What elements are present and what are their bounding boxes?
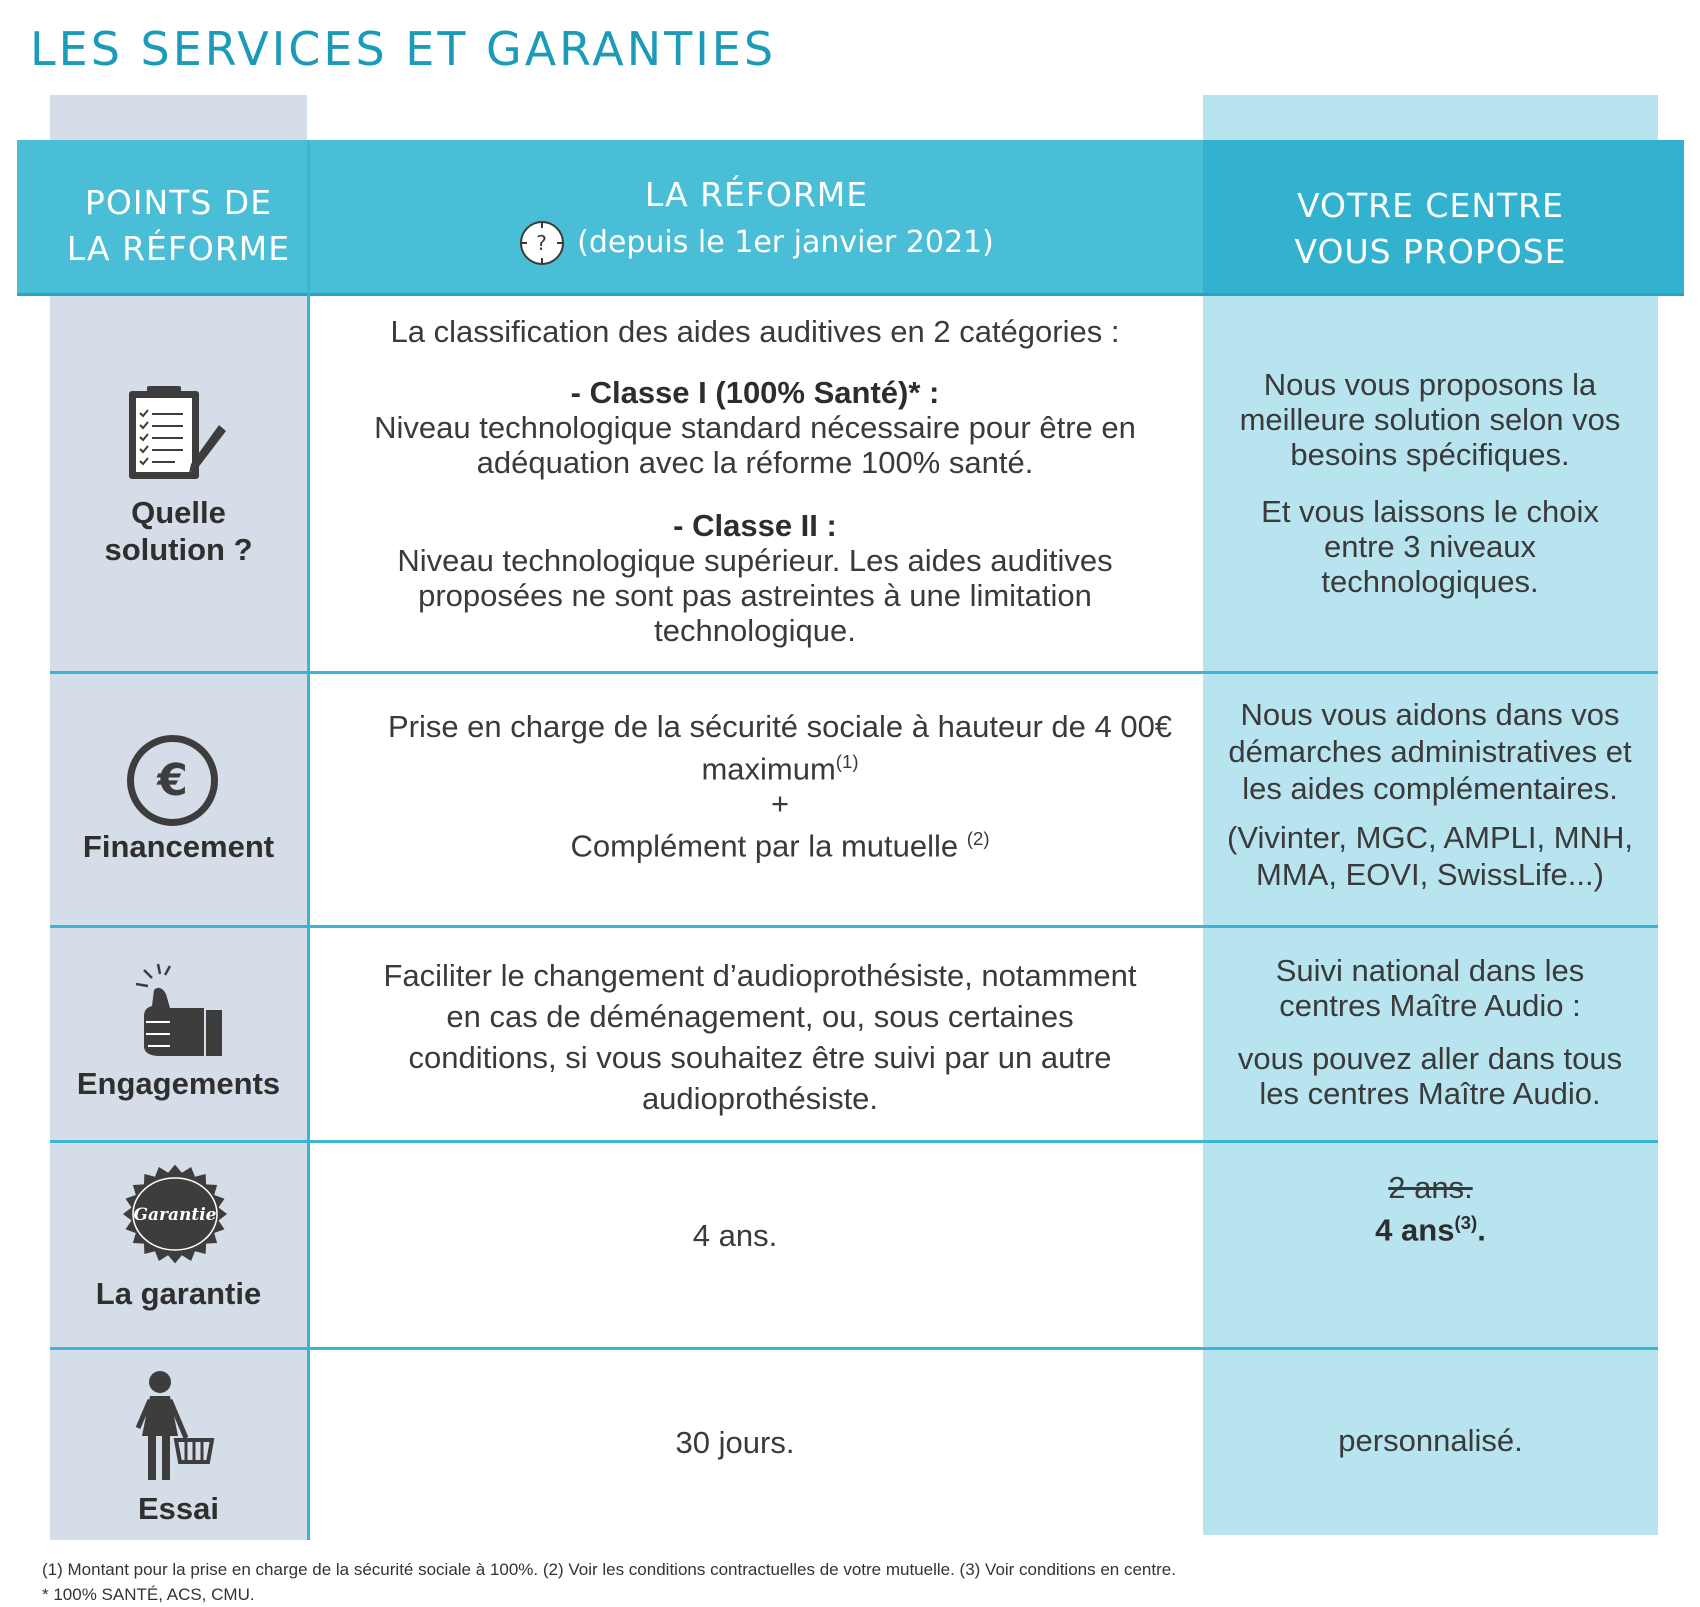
header-col-reforme-title: LA RÉFORME <box>644 175 869 214</box>
footnote-line-1: (1) Montant pour la prise en charge de la sécurité sociale à 100%. (2) Voir les conditions contractuelles de votre mutuelle. (3) Voir conditions en centre. <box>42 1560 1176 1579</box>
header-col-points-line1: POINTS DE <box>84 183 273 222</box>
header-col-centre <box>1203 183 1658 275</box>
svg-text:€: € <box>157 755 188 806</box>
header-col-centre-line1: VOTRE CENTRE <box>1297 186 1564 225</box>
cell-garantie-reforme: 4 ans. <box>692 1218 778 1253</box>
header-divider <box>17 293 1684 296</box>
cell-garantie-centre <box>1203 1170 1658 1247</box>
engagements-centre-2: vous pouvez aller dans tous les centres Maître Audio. <box>1237 1041 1623 1111</box>
classe2-text: Niveau technologique supérieur. Les aides auditives proposées ne sont pas astreintes à une limitation technologique. <box>397 543 1113 648</box>
euro-coin-icon <box>125 733 220 828</box>
cell-engagements-centre <box>1225 953 1635 1111</box>
thumbs-up-icon <box>130 960 225 1060</box>
footnote-ref-1: (1) <box>835 751 859 772</box>
financement-plus: + <box>770 786 790 822</box>
footnote-ref-2: (2) <box>966 828 990 850</box>
garantie-period: . <box>1477 1212 1486 1248</box>
page-title: LES SERVICES ET GARANTIES <box>30 22 777 76</box>
cell-engagements-reforme: Faciliter le changement d’audioprothésiste, notamment en cas de déménagement, ou, sous certaines conditions, si vous souhaitez être suivi par un autre audioprothésiste. <box>383 958 1137 1116</box>
column-divider <box>307 140 310 1540</box>
cell-solution-centre <box>1225 367 1635 599</box>
financement-centre-1: Nous vous aidons dans vos démarches administratives et les aides complémentaires. <box>1228 697 1632 806</box>
solution-centre-1: Nous vous proposons la meilleure solution selon vos besoins spécifiques. <box>1239 367 1621 472</box>
row-label-essai: Essai <box>137 1491 219 1526</box>
garantie-badge-text: Garantie <box>133 1205 217 1225</box>
garantie-new-value: 4 ans <box>1375 1212 1455 1248</box>
cell-essai-centre: personnalisé. <box>1338 1423 1523 1458</box>
header-col-centre-line2: VOUS PROPOSE <box>1294 232 1567 271</box>
garantie-old-value: 2 ans. <box>1388 1170 1473 1205</box>
svg-text:?: ? <box>536 230 548 255</box>
clock-question-icon <box>519 220 565 266</box>
footnote-line-2: * 100% SANTÉ, ACS, CMU. <box>42 1585 255 1604</box>
financement-centre-2: (Vivinter, MGC, AMPLI, MNH, MMA, EOVI, SwissLife...) <box>1227 820 1633 892</box>
row-divider <box>50 1140 1658 1143</box>
row-divider <box>50 925 1658 928</box>
cell-financement-reforme <box>380 709 1180 864</box>
header-col-reforme-subtitle: (depuis le 1er janvier 2021) <box>577 225 994 260</box>
header-col-points-line2: LA RÉFORME <box>66 229 291 268</box>
row-label-solution <box>50 494 307 568</box>
shopper-basket-icon <box>130 1370 215 1485</box>
row-label-garantie: La garantie <box>95 1276 262 1311</box>
header-col-points <box>50 180 307 272</box>
row-label-solution-line2: solution ? <box>104 532 253 567</box>
header-col-reforme <box>310 172 1203 266</box>
engagements-centre-1: Suivi national dans les centres Maître Audio : <box>1275 953 1585 1023</box>
cell-financement-centre <box>1215 696 1645 893</box>
row-label-solution-line1: Quelle <box>131 495 226 530</box>
cell-solution-reforme <box>330 314 1180 648</box>
clipboard-checklist-icon <box>125 385 230 485</box>
financement-reforme-1: Prise en charge de la sécurité sociale à hauteur de 4 00€ maximum <box>387 709 1173 787</box>
garantie-badge-icon <box>115 1160 235 1268</box>
financement-reforme-2: Complément par la mutuelle <box>570 828 959 864</box>
row-label-engagements: Engagements <box>76 1066 281 1101</box>
row-label-financement: Financement <box>82 829 275 864</box>
solution-intro: La classification des aides auditives en 2 catégories : <box>390 314 1120 349</box>
row-divider <box>50 671 1658 674</box>
classe1-title: - Classe I (100% Santé)* : <box>570 375 940 410</box>
classe1-text: Niveau technologique standard nécessaire pour être en adéquation avec la réforme 100% santé. <box>374 410 1136 480</box>
row-divider <box>50 1347 1658 1350</box>
classe2-title: - Classe II : <box>673 508 837 543</box>
cell-essai-reforme: 30 jours. <box>675 1425 795 1460</box>
footnote-ref-3: (3) <box>1454 1212 1478 1233</box>
solution-centre-2: Et vous laissons le choix entre 3 niveaux technologiques. <box>1261 494 1599 599</box>
